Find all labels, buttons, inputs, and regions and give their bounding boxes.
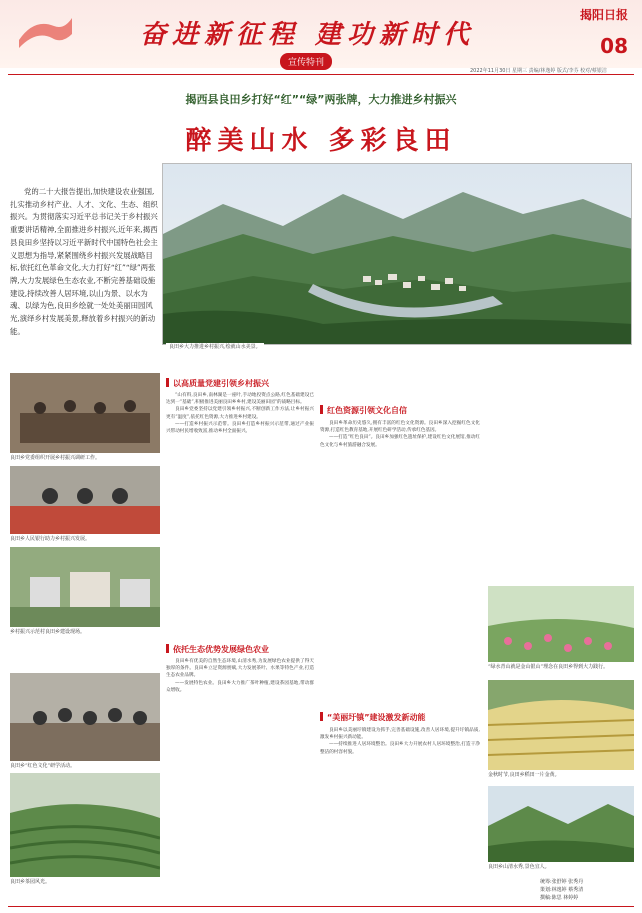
page-slogan: 奋进新征程 建功新时代 [140,20,476,50]
photo-red-culture [10,673,160,761]
photo-mountains [488,786,634,862]
photo-caption-1: 良田乡党委组织开展乡村振兴调研工作。 [10,455,101,461]
photo-caption-3: 乡村振兴示范村良田乡建设现场。 [10,629,86,635]
issue-meta: 2022年11月30日 星期三 责编/林逸婷 版式/李芬 校对/蔡银洁 [470,68,607,74]
photo-caption-5: 良田乡茶园风光。 [10,879,51,885]
hero-caption: 良田乡大力推进乡村振兴,绘就山水美景。 [166,343,264,350]
footer-divider [8,906,634,907]
credits: 统筹:张舒婷 张秀丹 策划:林逸婷 蔡秀清 撰稿:陈思 林婷婷 [540,879,584,901]
right-caption-2: 金秋时节,良田乡稻田一片金黄。 [488,772,560,778]
hero-landscape-photo [162,163,632,345]
section-body-4: 良田乡以美丽圩镇建设为抓手,完善基础设施,改善人居环境,提升圩镇品质,激发乡村振兴新动能。 ——持续推进人居环境整治。良田乡大力开展农村人居环境整治,打造干净整洁的村容村貌。 [320,728,480,755]
intro-paragraph: 党的二十大报告提出,加快建设农业强国,扎实推动乡村产业、人才、文化、生态、组织振兴。为贯彻落实习近平总书记关于乡村振兴重要讲话精神,全面推进乡村振兴,近年来,揭西县良田乡坚持以习近平新时代中国特色社会主义思想为指导,紧紧围绕乡村振兴发展战略目标,依托红色革命文化,大力打好“红”“绿”两张牌,大力发展绿色生态农业,不断完善基础设施建设,持续改善人居环境,以山为景、以水为魂、以绿为色,良田乡绘就一处处美丽田园风光,演绎乡村发展美景,释放着乡村振兴的新动能。 [10,187,158,336]
article-subtitle: 揭西县良田乡打好“红”“绿”两张牌，大力推进乡村振兴 [185,93,457,106]
photo-flowers [488,586,634,662]
photo-tea-garden [10,773,160,877]
section-body-2: 良田乡有优美的自然生态环境,山清水秀,为发展绿色农业提供了得天独厚的条件。良田乡立足资源禀赋,大力发展茶叶、水果等特色产业,打造生态农业品牌。 ——发展特色农业。良田乡大力推广茶叶种植,建设茶园基地,带动群众增收。 [166,659,314,693]
section-heading-3: 红色资源引领文化自信 [320,405,407,416]
special-badge: 宣传特刊 [280,53,332,70]
section-heading-4: “美丽圩镇”建设激发新动能 [320,712,426,723]
photo-caption-2: 良田乡人民银行助力乡村振兴发展。 [10,536,91,542]
photo-meeting [10,373,160,453]
header-divider [8,74,634,75]
section-heading-2: 依托生态优势发展绿色农业 [166,644,269,655]
page-number: 08 [600,34,628,58]
photo-caption-4: 良田乡“红色文化”研学活动。 [10,763,76,769]
photo-bank [10,466,160,534]
section-heading-1: 以高质量党建引领乡村振兴 [166,378,269,389]
flag-icon [14,8,74,48]
section-body-3: 良田乡革命历史悠久,拥有丰富的红色文化资源。良田乡深入挖掘红色文化资源,打造红色教育基地,开展红色研学活动,传承红色基因。 ——打造“红色良田”。良田乡加强红色遗址保护,建设红色文化展馆,推动红色文化与乡村旅游融合发展。 [320,421,480,448]
newspaper-logo: 揭阳日报 [579,8,628,22]
article-title: 醉美山水 多彩良田 [185,126,457,156]
right-caption-1: “绿水青山就是金山银山”理念在良田乡得到大力践行。 [488,664,609,670]
right-caption-3: 良田乡山清水秀,景色宜人。 [488,864,550,870]
section-body-1: “山有料,良田乡,南林湖是一座叶,手动地投资点公路,红色基础建设已达到一“基础”,积极推进美丽良田乡乡村,建设美丽田园”的战略目标。 良田乡党委坚持以党建引领乡村振兴,不断创新工作方法,让乡村振兴更有“温度”,依托红色资源,大力推进乡村建设。 ——打造乡村振兴示范带。良田乡打造乡村振兴示范带,通过产业振兴带动村民增收致富,推动乡村全面振兴。 [166,393,314,435]
photo-village [10,547,160,627]
masthead [0,0,642,68]
photo-rice-field [488,680,634,770]
